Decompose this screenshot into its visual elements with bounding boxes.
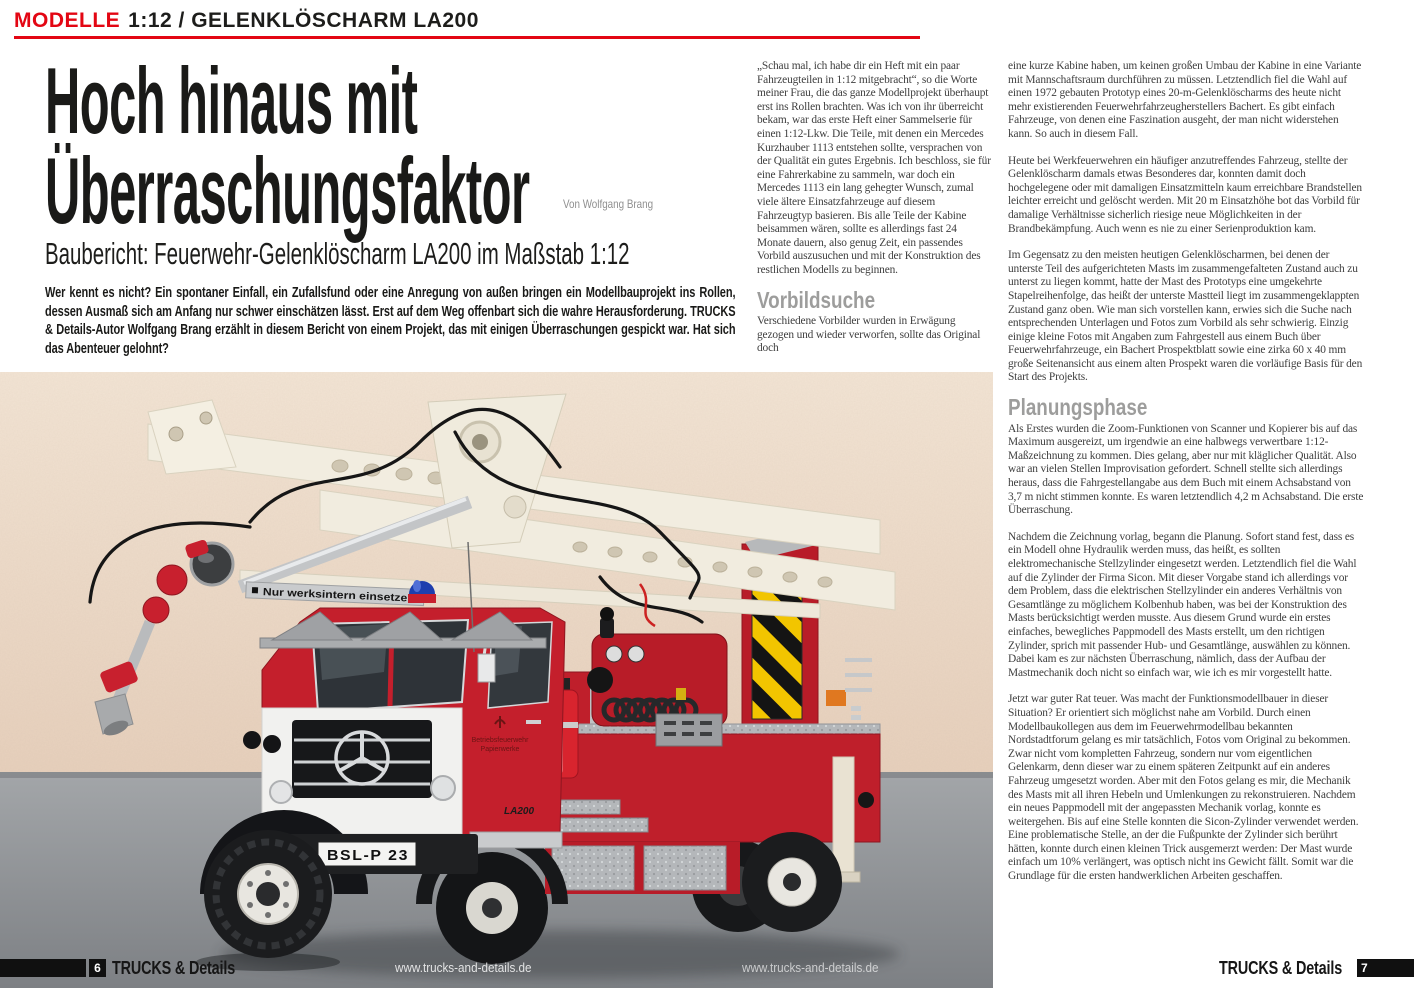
section-heading-planungsphase: Planungsphase xyxy=(1008,394,1148,421)
headline-line2: Überraschungsfaktor xyxy=(45,138,530,243)
column2-paragraph: Nachdem die Zeichnung vorlag, begann die Planung. Sofort stand fest, dass es ein Modell ohne Hydraulik werden muss, das heißt, es sollten elektromechanische Stellzylinder eingesetzt werden. Letztendlich fiel die Wahl auf die Zylinder der Firma Sicon. Mit dieser Vorgabe stand ich allerdings vor dem Problem, dass die elektrischen Stellzylinder ein anderes Verhältnis von Gesamtlänge zu möglichem Kolbenhub haben, was bei der Konstruktion des Masts berücksichtigt werden musste. Aus diesem Grund wurde ein erstes einfaches, bewegliches Pappmodell des Masts erstellt, um den richtigen Zylinder, sprich mit passender Hub- und Gesamtlänge, auswählen zu können. Dabei kam es zur nächsten Überraschung, nämlich, dass der Aufbau der Mastmechanik doch nicht so einfach war, wie ich es mir vorgestellt hatte. xyxy=(1008,530,1357,679)
warning-banner-text: Nur werksintern einsetzen xyxy=(262,586,394,604)
outrigger-knob xyxy=(858,792,874,808)
magazine-logo-right: TRUCKS & Details xyxy=(1219,958,1343,978)
door-step xyxy=(470,832,562,848)
website-url-right: www.trucks-and-details.de xyxy=(742,960,879,975)
column-2 xyxy=(1008,60,1364,897)
headlight-left xyxy=(270,781,292,803)
column2-paragraph: Jetzt war guter Rat teuer. Was macht der Funktionsmodellbauer in dieser Situation? Er orientiert sich möglichst nahe am Vorbild. Durch einen Modellbaukollegen aus dem im Feuerwehrmodellbau bekannten Nordstadtforum gelang es mir tatsächlich, Fotos vom Original zu bekommen. Zwar nicht vom kompletten Fahrzeug, sondern nur vom eigentlichen Gelenkarm, denn dieser war zu einem späteren Zeitpunkt auf ein anderes Fahrzeug umgesetzt worden. Aber mit den Fotos gelang es mir, die Mechanik des Masts mit all ihren Hebeln und Umlenkungen zu rekonstruieren. Nachdem ein neues Pappmodell mit der angepassten Mechanik vorlag, konnte es weitergehen. Bis auf eine Stelle konnten die Sicon-Zylinder verwendet werden. Eine problematische Stelle, an der die Fußpunkte der Zylinder sich berührt hätten, konnte durch einen kleinen Trick ausgemerzt werden: Der Mast wurde einfach um 10% verlängert, was optisch nicht ins Gewicht fällt. Somit war die Grundlage für die ersten handwerklichen Arbeiten geschaffen. xyxy=(1008,693,1359,883)
kicker-section: MODELLE xyxy=(14,9,121,32)
intro-paragraph: Wer kennt es nicht? Ein spontaner Einfall, ein Zufallsfund oder eine Anregung von außen bringen ein Modellbauprojekt ins Rollen, dessen Ausmaß sich am Anfang nur schwer einschätzen lässt. Erst auf dem Weg offenbart sich die wahre Herausforderung. TRUCKS & Details-Autor Wolfgang Brang erzählt in diesem Bericht von einem Projekt, das mit einigen Überraschungen gespickt war. Hat sich das Abenteuer gelohnt? xyxy=(45,284,736,357)
kicker-topic: 1:12 / GELENKLÖSCHARM LA200 xyxy=(128,9,479,32)
door-crest-text1: Betriebsfeuerwehr xyxy=(471,737,529,744)
column1-paragraph: Verschiedene Vorbilder wurden in Erwägung gezogen und wieder verworfen, sollte das Original doch xyxy=(757,315,981,355)
radiator-grille xyxy=(292,720,432,798)
kicker-underline xyxy=(14,36,920,39)
door-handle xyxy=(526,720,541,724)
control-box xyxy=(656,714,722,746)
column-1 xyxy=(757,60,993,369)
column1-paragraph: „Schau mal, ich habe dir ein Heft mit ein paar Fahrzeugteilen in 1:12 mitgebracht“, so die Worte meiner Frau, die das ganze Modellprojekt überhaupt erst ins Rollen brachten. Was ich von ihr überreicht bekam, war das erste Heft einer Sammelserie für einen 1:12-Lkw. Die Teile, mit denen ein Mercedes Kurzhauber 1113 entstehen sollte, versprachen von der Qualität ein gutes Ergebnis. Ich beschloss, sie für eine Fahrerkabine zu sammeln, war doch ein Mercedes 1113 ein lang gehegter Wunsch, zumal viele ältere Einsatzfahrzeuge auf diesem Fahrzeugtyp basieren. Bis alle Teile der Kabine beisammen wären, sollte es allerdings fast 24 Monate dauern, also genug Zeit, ein passendes Vorbild auszusuchen und mit der Konstruktion des restlichen Modells zu beginnen. xyxy=(757,60,991,276)
yellow-fitting xyxy=(676,688,686,700)
orange-clamp xyxy=(826,690,846,706)
headlight-right xyxy=(431,776,455,800)
subheadline: Baubericht: Feuerwehr-Gelenklöscharm LA200 im Maßstab 1:12 xyxy=(45,236,630,271)
column2-paragraph: Im Gegensatz zu den meisten heutigen Gelenklöscharmen, bei denen der unterste Teil des aufgerichteten Masts im zusammengefalteten Zustand auch zu unterst zu liegen kommt, hatte der Mast des Prototyps eine umgekehrte Stapelreihenfolge, das heißt der unterste Mastteil liegt im zusammengeklappten Zustand ganz oben. Wie man sich vorstellen kann, erwies sich die Suche nach entsprechenden Unterlagen und Fotos zum Vorbild als sehr schwierig. Einzig einige kleine Fotos mit Angaben zum Fahrgestell aus einem Buch über Feuerwehrfahrzeuge, ein Bachert Prospektblatt sowie eine zirka 60 x 40 mm große Seitenansicht aus einem alten Prospekt waren die vorläufige Basis für den Start des Projekts. xyxy=(1008,249,1363,384)
page-number-right: 7 xyxy=(1357,959,1414,977)
fire-truck-photo xyxy=(0,372,993,988)
model-label: LA200 xyxy=(504,806,535,817)
door-crest-text2: Papierwerke xyxy=(480,746,520,753)
column2-paragraph: Als Erstes wurden die Zoom-Funktionen von Scanner und Kopierer bis auf das Maximum ausgereizt, um irgendwie an eine halbwegs verwertbare 1:12-Maßzeichnung zu kommen. Dies gelang, aber nur mit kläglicher Qualität. Also war an vielen Stellen Improvisation gefordert. Schnell stellte sich allerdings heraus, dass die Fahrgestellangabe aus dem Buch mit einem Achsabstand von 3,7 m nicht stimmen konnte. Es waren letztendlich 4,2 m Achsabstand. Die erste Überraschung. xyxy=(1008,422,1364,517)
column2-paragraph: eine kurze Kabine haben, um keinen großen Umbau der Kabine in eine Variante mit Mannschaftsraum durchführen zu müssen. Letztendlich fiel die Wahl auf einen 1972 gebauten Prototyp eines 20-m-Gelenklöscharms des heute nicht mehr existierenden Feuerwehrfahrzeugherstellers Bachert. Es gibt einfach Fahrzeuge, von denen eine Faszination ausgeht, der man nicht widerstehen kann. So auch in diesem Fall. xyxy=(1008,60,1362,140)
page-number-left: 6 xyxy=(89,959,106,977)
footer-bar-left xyxy=(0,959,86,977)
headline-line1: Hoch hinaus mit xyxy=(45,48,418,153)
byline: Von Wolfgang Brang xyxy=(563,197,654,211)
website-url-left: www.trucks-and-details.de xyxy=(395,960,532,975)
page-kicker xyxy=(14,9,479,33)
magazine-logo-left: TRUCKS & Details xyxy=(112,958,236,978)
column2-paragraph: Heute bei Werkfeuerwehren ein häufiger anzutreffendes Fahrzeug, stellte der Gelenklöscharm damals etwas Besonderes dar, konnten damit doch hochgelegene oder mit damaligen Einsatzmitteln kaum erreichbare Brandstellen leichter erreicht und gelöscht werden. Mit 20 m Einsatzhöhe bot das Vorbild für damalige Verhältnisse sicherlich riesige neue Möglichkeiten in der Brandbekämpfung. Auch wenn es nie zu einer Serienproduktion kam. xyxy=(1008,154,1362,235)
section-heading-vorbildsuche: Vorbildsuche xyxy=(757,286,876,313)
license-plate-text: BSL-P 23 xyxy=(327,847,409,864)
wheel-rear xyxy=(742,832,842,932)
